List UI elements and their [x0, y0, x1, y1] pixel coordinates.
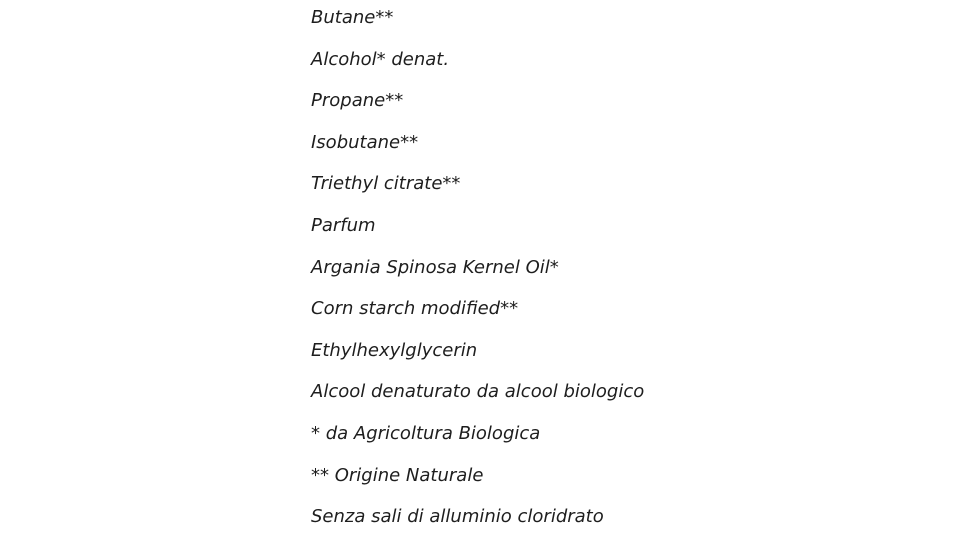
ingredient-item: Ethylhexylglycerin	[311, 339, 478, 361]
ingredient-item: Corn starch modified**	[311, 298, 519, 320]
aluminium-free-note: Senza sali di alluminio cloridrato	[311, 506, 604, 528]
ingredient-item: Triethyl citrate**	[311, 173, 461, 195]
ingredient-item: Argania Spinosa Kernel Oil*	[311, 256, 559, 278]
ingredient-item: Alcool denaturato da alcool biologico	[311, 381, 645, 403]
natural-origin-note: ** Origine Naturale	[311, 464, 484, 486]
ingredient-item: Propane**	[311, 90, 404, 112]
organic-note: * da Agricoltura Biologica	[311, 422, 541, 444]
ingredient-item: Parfum	[311, 214, 376, 236]
ingredient-item: Alcohol* denat.	[311, 48, 450, 70]
ingredient-item: Butane**	[311, 7, 394, 28]
ingredient-list	[311, 3, 644, 544]
ingredient-item: Isobutane**	[311, 131, 419, 153]
